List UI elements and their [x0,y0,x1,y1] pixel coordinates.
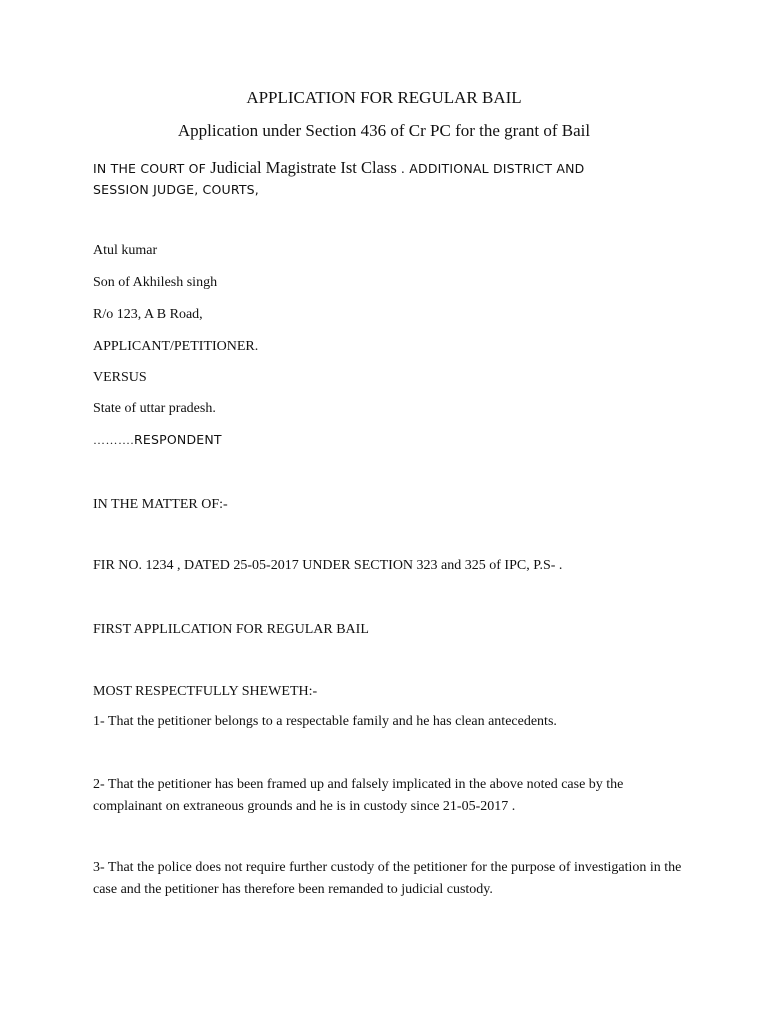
court-line [93,158,584,179]
fir-line: FIR NO. 1234 , DATED 25-05-2017 UNDER SECTION 323 and 325 of IPC, P.S- . [93,558,563,573]
applicant-role: APPLICANT/PETITIONER. [93,339,259,354]
respondent-name: State of uttar pradesh. [93,401,216,416]
point-2: 2- That the petitioner has been framed up and falsely implicated in the above noted case by the complainant on extraneous grounds and he is in custody since 21-05-2017 . [93,777,624,814]
first-application-line: FIRST APPLILCATION FOR REGULAR BAIL [93,622,369,637]
point-3: 3- That the police does not require further custody of the petitioner for the purpose of investigation in the case and the petitioner has therefore been remanded to judicial custody. [93,860,682,897]
point-1: 1- That the petitioner belongs to a respectable family and he has clean antecedents. [93,714,557,729]
document-title: APPLICATION FOR REGULAR BAIL [246,88,522,107]
court-prefix: IN THE COURT OF [93,161,211,176]
applicant-address: R/o 123, A B Road, [93,307,203,322]
versus-label: VERSUS [93,370,147,385]
document-subtitle: Application under Section 436 of Cr PC for the grant of Bail [177,121,591,140]
court-line-2: SESSION JUDGE, COURTS, [93,182,259,197]
court-suffix: . ADDITIONAL DISTRICT AND [396,161,585,176]
respondent-line [93,430,222,450]
matter-heading: IN THE MATTER OF:- [93,497,228,512]
sheweth-line: MOST RESPECTFULLY SHEWETH:- [93,684,318,699]
respondent-dots: ………. [93,433,134,447]
applicant-name: Atul kumar [93,243,158,258]
applicant-parent: Son of Akhilesh singh [93,275,218,290]
respondent-role: RESPONDENT [134,432,222,447]
court-magistrate: Judicial Magistrate Ist Class [210,158,397,177]
